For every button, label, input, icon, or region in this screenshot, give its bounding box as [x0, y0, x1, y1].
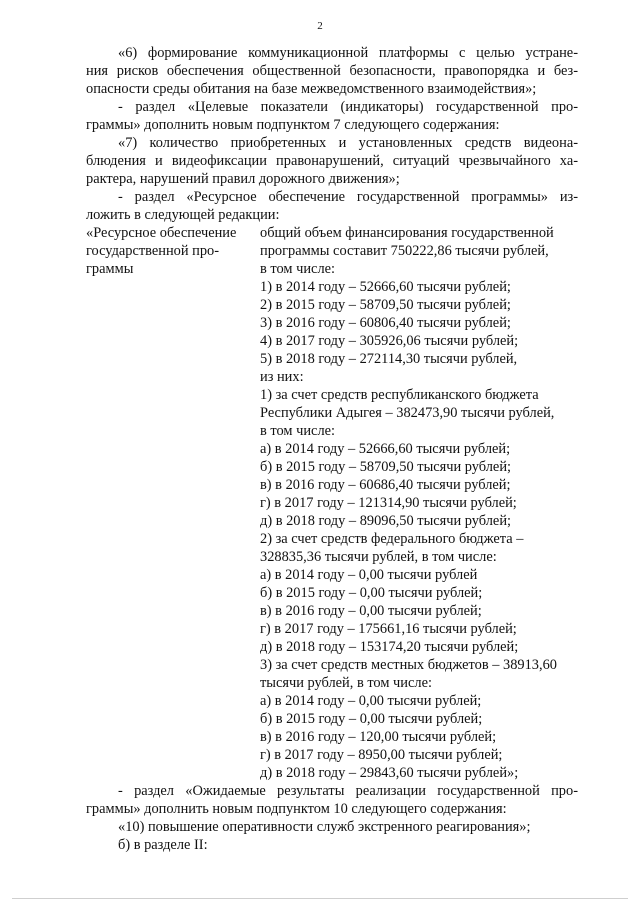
table-right-line: 3) в 2016 году – 60806,40 тысячи рублей; — [260, 315, 511, 331]
table-right-line: 328835,36 тысячи рублей, в том числе: — [260, 549, 497, 565]
intro-line: граммы» дополнить новым подпунктом 7 следующего содержания: — [86, 117, 500, 133]
table-right-line: в) в 2016 году – 120,00 тысячи рублей; — [260, 729, 497, 745]
intro-paragraphs — [86, 44, 578, 224]
table-left-line: граммы — [86, 261, 134, 277]
table-right-line: б) в 2015 году – 58709,50 тысячи рублей; — [260, 459, 512, 475]
outro-line: б) в разделе II: — [118, 837, 208, 853]
table-right-line: д) в 2018 году – 29843,60 тысячи рублей»; — [260, 765, 519, 781]
table-right-line: а) в 2014 году – 0,00 тысячи рублей; — [260, 693, 482, 709]
intro-line: блюдения и видеофиксации правонарушений, ситуаций чрезвычайного ха- — [86, 153, 578, 169]
intro-line: ложить в следующей редакции: — [86, 207, 280, 223]
table-right-line: 1) в 2014 году – 52666,60 тысячи рублей; — [260, 279, 511, 295]
document-body — [86, 44, 578, 854]
intro-line: - раздел «Целевые показатели (индикаторы) государственной про- — [118, 99, 578, 115]
table-right-line: в том числе: — [260, 261, 336, 277]
resource-table-value-column — [256, 224, 582, 782]
outro-paragraphs — [86, 782, 578, 854]
table-right-line: д) в 2018 году – 89096,50 тысячи рублей; — [260, 513, 512, 529]
table-left-line: государственной про- — [86, 243, 220, 259]
table-right-line: а) в 2014 году – 0,00 тысячи рублей — [260, 567, 478, 583]
table-right-line: г) в 2017 году – 175661,16 тысячи рублей; — [260, 621, 517, 637]
table-right-line: в) в 2016 году – 0,00 тысячи рублей; — [260, 603, 482, 619]
table-right-line: г) в 2017 году – 121314,90 тысячи рублей; — [260, 495, 517, 511]
page-bottom-edge — [12, 898, 628, 899]
table-right-line: а) в 2014 году – 52666,60 тысячи рублей; — [260, 441, 511, 457]
intro-line: - раздел «Ресурсное обеспечение государственной программы» из- — [118, 189, 578, 205]
table-right-line: тысячи рублей, в том числе: — [260, 675, 432, 691]
outro-line: - раздел «Ожидаемые результаты реализации государственной про- — [118, 783, 578, 799]
table-right-line: из них: — [260, 369, 304, 385]
resource-table-label-column — [86, 224, 256, 782]
table-right-line: в) в 2016 году – 60686,40 тысячи рублей; — [260, 477, 511, 493]
table-right-line: б) в 2015 году – 0,00 тысячи рублей; — [260, 711, 483, 727]
page-number: 2 — [317, 20, 323, 32]
table-right-line: Республики Адыгея – 382473,90 тысячи рублей, — [260, 405, 555, 421]
table-right-line: 4) в 2017 году – 305926,06 тысячи рублей; — [260, 333, 519, 349]
table-right-line: 1) за счет средств республиканского бюджета — [260, 387, 539, 403]
table-right-line: б) в 2015 году – 0,00 тысячи рублей; — [260, 585, 483, 601]
table-right-line: программы составит 750222,86 тысячи рублей, — [260, 243, 549, 259]
table-left-line: «Ресурсное обеспечение — [86, 225, 237, 241]
intro-line: «6) формирование коммуникационной платформы с целью устране- — [118, 45, 578, 61]
intro-line: ния рисков обеспечения общественной безопасности, правопорядка и без- — [86, 63, 578, 79]
table-right-line: 2) в 2015 году – 58709,50 тысячи рублей; — [260, 297, 511, 313]
table-right-line: 3) за счет средств местных бюджетов – 38913,60 — [260, 657, 557, 673]
table-right-line: 2) за счет средств федерального бюджета – — [260, 531, 524, 547]
table-right-line: общий объем финансирования государственной — [260, 225, 554, 241]
table-right-line: г) в 2017 году – 8950,00 тысячи рублей; — [260, 747, 503, 763]
outro-line: граммы» дополнить новым подпунктом 10 следующего содержания: — [86, 801, 507, 817]
intro-line: опасности среды обитания на базе межведомственного взаимодействия»; — [86, 81, 537, 97]
table-right-line: д) в 2018 году – 153174,20 тысячи рублей; — [260, 639, 519, 655]
intro-line: рактера, нарушений правил дорожного движения»; — [86, 171, 400, 187]
resource-table — [86, 224, 578, 782]
intro-line: «7) количество приобретенных и установленных средств видеона- — [118, 135, 578, 151]
table-right-line: 5) в 2018 году – 272114,30 тысячи рублей, — [260, 351, 518, 367]
outro-line: «10) повышение оперативности служб экстренного реагирования»; — [118, 819, 531, 835]
table-right-line: в том числе: — [260, 423, 336, 439]
